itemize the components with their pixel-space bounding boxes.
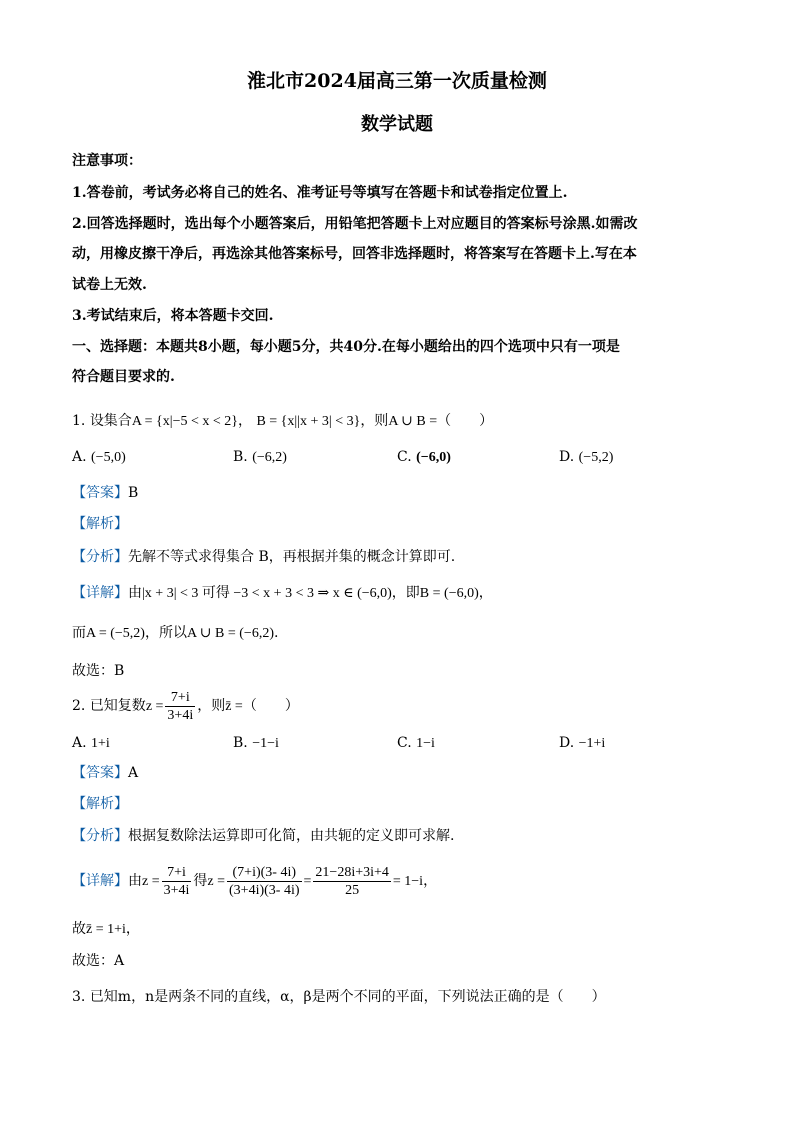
fraction-numerator: 7+i [165,689,195,707]
option-value: (−5,2) [578,450,614,465]
fenxi-tag: 【分析】 [72,549,128,565]
fenxi-line [72,825,722,847]
page-title: 淮北市2024届高三第一次质量检测 [247,70,547,92]
section-heading-line-1: 一、选择题：本题共8小题，每小题5分，共40分.在每小题给出的四个选项中只有一项是 [72,339,620,355]
answer-tag: 【答案】 [72,485,128,501]
detail-tag: 【详解】 [72,585,128,601]
stem-text: 设集合 [89,413,132,429]
detail-math: z̄ = 1+i [86,922,126,937]
choice-line [72,660,722,682]
stem-text: 已知m，n是两条不同的直线，α，β是两个不同的平面，下列说法正确的是（ ） [89,989,606,1005]
detail-line [72,858,722,905]
fraction [227,864,302,899]
fraction-numerator: (7+i)(3- 4i) [227,864,302,882]
option-a [72,732,110,755]
option-label: A. [72,735,87,751]
option-a [72,446,126,469]
fenxi-text: 先解不等式求得集合 B，再根据并集的概念计算即可. [128,549,456,565]
detail-text: 由 [128,873,142,889]
gu-line [72,918,722,941]
stem-text: ，则 [360,413,389,429]
set-b-expression: B = {x||x + 3| < 3} [256,414,361,429]
fraction [313,864,390,899]
fraction-denominator: (3+4i)(3- 4i) [229,882,300,898]
option-label: B. [233,735,248,751]
option-c [397,446,451,469]
equals-sign: = [303,874,312,889]
answer-paren: （ ） [242,698,299,714]
detail-math: A = (−5,2) [86,626,145,641]
analysis-tag: 【解析】 [72,796,128,812]
detail-math: A ∪ B = (−6,2) [186,626,274,641]
detail-text: 而 [72,625,86,641]
option-d [559,446,613,469]
option-b [233,732,279,755]
option-label: C. [397,735,412,751]
punctuation: ， [423,873,438,889]
choice-value: B [114,663,125,679]
fenxi-line [72,546,722,568]
detail-math: |x + 3| < 3 可得 −3 < x + 3 < 3 ⇒ x ∈ (−6,0) [142,586,392,601]
question-1-stem [72,410,722,433]
choice-label: 故选： [72,953,114,969]
detail-line [72,582,722,605]
detail-math: B = (−6,0) [419,586,479,601]
fraction [162,864,192,899]
question-number: 3. [72,989,86,1005]
union-expression: A ∪ B = [388,414,438,429]
detail-text: 故 [72,921,86,937]
stem-text: 已知复数 [89,698,146,714]
question-3-stem [72,986,722,1008]
option-value: 1−i [416,736,435,751]
detail-line-2 [72,622,722,645]
punctuation: ， [478,585,493,601]
fraction [165,689,195,724]
punctuation: ， [237,413,252,429]
fenxi-text: 根据复数除法运算即可化简，由共轭的定义即可求解. [128,828,455,844]
fraction-denominator: 3+4i [167,707,194,723]
punctuation: ， [125,921,140,937]
detail-result: = 1−i [392,874,424,889]
notice-item-1: 1.答卷前，考试务必将自己的姓名、准考证号等填写在答题卡和试卷指定位置上. [72,185,568,201]
choice-label: 故选： [72,663,114,679]
answer-line [72,482,722,504]
analysis-tag: 【解析】 [72,516,128,532]
zbar-equals: z̄ = [225,699,243,714]
z-equals: z = [145,699,164,714]
punctuation: . [273,625,279,641]
fraction-denominator: 3+4i [163,882,190,898]
detail-tag: 【详解】 [72,873,128,889]
answer-value: A [128,765,139,781]
question-2-stem [72,688,722,725]
detail-text: ，所以 [144,625,187,641]
option-label: A. [72,449,87,465]
detail-text: 由 [128,585,142,601]
option-value: −1−i [252,736,279,751]
detail-text: 得 [193,873,208,889]
option-value: (−5,0) [91,450,126,465]
choice-value: A [114,953,125,969]
answer-tag: 【答案】 [72,765,128,781]
notice-heading: 注意事项： [72,153,142,169]
analysis-line [72,513,722,535]
choice-line [72,950,722,972]
option-label: D. [559,735,575,751]
question-number: 2. [72,698,86,714]
notice-item-2-line-1: 2.回答选择题时，选出每个小题答案后，用铅笔把答题卡上对应题目的答案标号涂黑.如需改 [72,216,638,232]
detail-text: ，即 [391,585,420,601]
page-subtitle: 数学试题 [361,114,433,135]
question-number: 1. [72,413,86,429]
notice-item-2-line-3: 试卷上无效. [72,277,147,293]
set-a-expression: A = {x|−5 < x < 2} [131,414,238,429]
question-2-options [72,732,722,754]
option-value: −1+i [578,736,606,751]
option-value: (−6,2) [252,450,287,465]
analysis-line [72,793,722,815]
stem-text: ，则 [197,698,226,714]
fraction-denominator: 25 [345,882,360,898]
option-label: B. [233,449,248,465]
section-heading-line-2: 符合题目要求的. [72,369,175,385]
z-equals: z = [142,874,160,889]
fraction-numerator: 21−28i+3i+4 [315,864,389,880]
question-1-options [72,446,722,468]
option-c [397,732,435,755]
notice-item-3: 3.考试结束后，将本答题卡交回. [72,308,274,324]
option-label: D. [559,449,575,465]
option-value: (−6,0) [416,450,451,465]
option-label: C. [397,449,412,465]
fenxi-tag: 【分析】 [72,828,128,844]
answer-paren: （ ） [437,413,494,429]
answer-value: B [128,485,139,501]
answer-line [72,762,722,784]
option-d [559,732,605,755]
option-b [233,446,287,469]
notice-item-2-line-2: 动，用橡皮擦干净后，再选涂其他答案标号，回答非选择题时，将答案写在答题卡上.写在本 [72,246,637,262]
z-equals: z = [207,874,226,889]
fraction-numerator: 7+i [162,864,192,882]
option-value: 1+i [91,736,110,751]
